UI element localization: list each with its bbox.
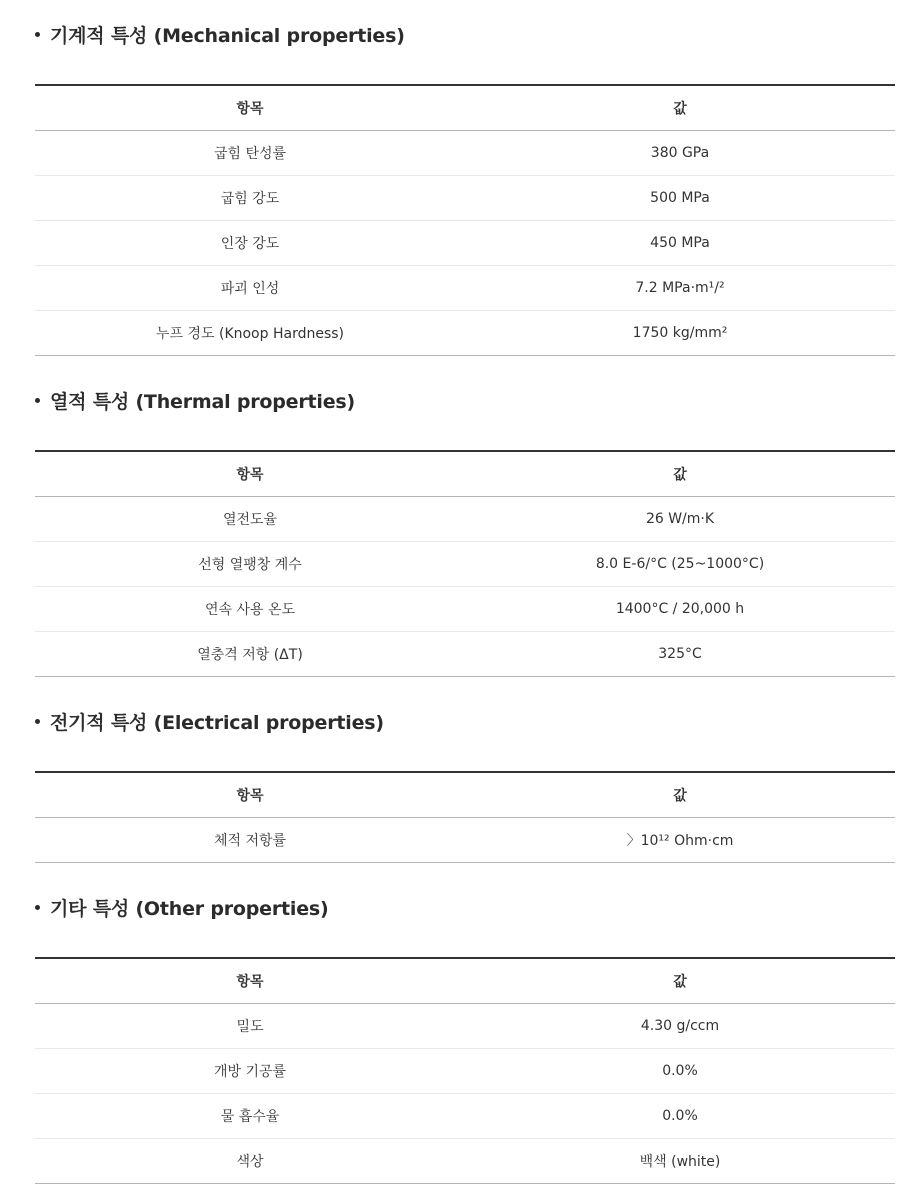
bullet-icon bbox=[35, 398, 40, 403]
row-item: 개방 기공률 bbox=[35, 1049, 465, 1094]
section-title-text: 전기적 특성 (Electrical properties) bbox=[50, 712, 384, 734]
section-title-text: 열적 특성 (Thermal properties) bbox=[50, 391, 355, 413]
column-header-value: 값 bbox=[465, 772, 895, 818]
table-row bbox=[35, 311, 895, 356]
column-header-value: 값 bbox=[465, 85, 895, 131]
row-item: 인장 강도 bbox=[35, 221, 465, 266]
table-row bbox=[35, 1004, 895, 1049]
row-value: 7.2 MPa·m¹/² bbox=[465, 266, 895, 311]
row-value: 1750 kg/mm² bbox=[632, 325, 728, 341]
row-item: 색상 bbox=[236, 1154, 264, 1170]
row-item: 체적 저항률 bbox=[213, 833, 287, 849]
section-title-other bbox=[35, 894, 329, 924]
column-header-item: 항목 bbox=[35, 772, 465, 818]
row-value: 0.0% bbox=[465, 1094, 895, 1139]
section-title-text: 기계적 특성 (Mechanical properties) bbox=[50, 25, 405, 47]
column-header-item: 항목 bbox=[35, 85, 465, 131]
row-item: 열충격 저항 (ΔT) bbox=[197, 647, 303, 663]
other-properties-table bbox=[35, 957, 895, 1184]
thermal-properties-table bbox=[35, 450, 895, 677]
row-value: 4.30 g/ccm bbox=[465, 1004, 895, 1049]
section-title-thermal bbox=[35, 387, 355, 417]
table-row bbox=[35, 176, 895, 221]
section-title-mechanical bbox=[35, 21, 405, 51]
row-value: 380 GPa bbox=[465, 131, 895, 176]
section-title-electrical bbox=[35, 708, 384, 738]
table-header-row bbox=[35, 958, 895, 1004]
electrical-properties-table bbox=[35, 771, 895, 863]
table-row bbox=[35, 587, 895, 632]
row-item: 밀도 bbox=[35, 1004, 465, 1049]
table-row bbox=[35, 818, 895, 863]
row-item: 물 흡수율 bbox=[35, 1094, 465, 1139]
row-item: 연속 사용 온도 bbox=[35, 587, 465, 632]
row-value: 〉10¹² Ohm·cm bbox=[626, 833, 734, 849]
row-value: 325°C bbox=[658, 646, 702, 662]
row-value: 8.0 E-6/°C (25~1000°C) bbox=[465, 542, 895, 587]
table-row bbox=[35, 632, 895, 677]
row-value: 백색 (white) bbox=[639, 1154, 721, 1170]
table-row bbox=[35, 266, 895, 311]
row-value: 0.0% bbox=[465, 1049, 895, 1094]
column-header-item: 항목 bbox=[35, 451, 465, 497]
row-item: 누프 경도 (Knoop Hardness) bbox=[155, 326, 345, 342]
row-item: 굽힘 강도 bbox=[35, 176, 465, 221]
table-row bbox=[35, 497, 895, 542]
table-row bbox=[35, 1094, 895, 1139]
table-row bbox=[35, 1049, 895, 1094]
table-header-row bbox=[35, 85, 895, 131]
row-item: 선형 열팽창 계수 bbox=[35, 542, 465, 587]
mechanical-properties-table bbox=[35, 84, 895, 356]
table-header-row bbox=[35, 451, 895, 497]
row-value: 500 MPa bbox=[465, 176, 895, 221]
table-row bbox=[35, 1139, 895, 1184]
row-value: 450 MPa bbox=[465, 221, 895, 266]
section-title-text: 기타 특성 (Other properties) bbox=[50, 898, 329, 920]
column-header-value: 값 bbox=[465, 451, 895, 497]
table-row bbox=[35, 131, 895, 176]
row-value: 1400°C / 20,000 h bbox=[465, 587, 895, 632]
table-header-row bbox=[35, 772, 895, 818]
table-row bbox=[35, 221, 895, 266]
row-value: 26 W/m·K bbox=[465, 497, 895, 542]
bullet-icon bbox=[35, 905, 40, 910]
column-header-value: 값 bbox=[465, 958, 895, 1004]
row-item: 파괴 인성 bbox=[35, 266, 465, 311]
column-header-item: 항목 bbox=[35, 958, 465, 1004]
table-row bbox=[35, 542, 895, 587]
bullet-icon bbox=[35, 32, 40, 37]
row-item: 굽힘 탄성률 bbox=[35, 131, 465, 176]
bullet-icon bbox=[35, 719, 40, 724]
row-item: 열전도율 bbox=[35, 497, 465, 542]
